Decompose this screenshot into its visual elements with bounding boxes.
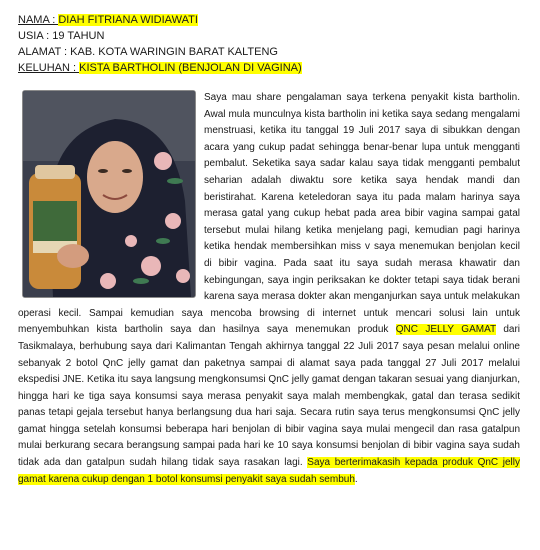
name-label: NAMA : xyxy=(18,14,59,26)
name-row xyxy=(18,12,302,28)
address-row: ALAMAT : KAB. KOTA WARINGIN BARAT KALTENG xyxy=(18,46,278,58)
closing-period: . xyxy=(354,473,358,485)
complaint-row xyxy=(18,60,302,76)
story-part-1: Saya mau share pengalaman saya terkena penyakit kista bartholin. Awal mula munculnya kista bartholin ini ketika saya sedang mengalami menstruasi, ketika itu tanggal 19 Juli 2017 saya di sibukkan dengan acara yang cukup padat sehingga benar-benar lupa untuk mengganti pembalut. Seketika saya sadar kalau saya tidak mengganti pembalut seharian adalah diwaktu sore ketika saya hendak mandi dan beristirahat. Karena keteledoran saya itu pada malam harinya saya merasa gatal yang cukup hebat pada area bibir vagina sampai gatal tersebut mulai hilang ketika menjelang pagi, kemudian pagi harinya ketika hendak membersihkan miss v saya menemukan benjolan kecil di bibir vagina. Pada saat itu saya sudah merasa khawatir dan kebingungan, saya ingin periksakan ke dokter tetapi saya tidak berani karena saya merasa dokter akan menganjurkan saya untuk melakukan operasi kecil. Sampai kemudian saya mencoba browsing di internet untuk mencari solusi lain untuk menyembuhkan kista bartholin saya dan hasilnya saya menemukan produk xyxy=(18,92,520,336)
complaint-label: KELUHAN : xyxy=(18,62,80,74)
product-highlight: QNC JELLY GAMAT xyxy=(395,324,496,336)
profile-block xyxy=(18,12,302,76)
photo-spacer xyxy=(18,90,204,299)
testimonial-story xyxy=(18,90,520,488)
age-row: USIA : 19 TAHUN xyxy=(18,30,105,42)
name-value: DIAH FITRIANA WIDIAWATI xyxy=(58,14,198,26)
closing-highlight: Saya berterimakasih kepada produk QnC jelly gamat karena cukup dengan 1 botol konsumsi penyakit saya sudah sembuh xyxy=(18,457,521,485)
complaint-value: KISTA BARTHOLIN (BENJOLAN DI VAGINA) xyxy=(79,62,302,74)
story-part-2: dari Tasikmalaya, berhubung saya dari Kalimantan Tengah akhirnya tanggal 22 Juli 2017 saya pesan melalui online sebanyak 2 botol QnC jelly gamat dan paketnya sampai di alamat saya pada tanggal 27 Juli 2017 melalui ekspedisi JNE. Ketika itu saya langsung mengkonsumsi QnC jelly gamat dengan takaran sesuai yang dianjurkan, hingga hari ke tiga saya konsumsi saya merasa penyakit saya malah membengkak, gatal dan terasa sedikit panas tetapi gejala tersebut hanya berlangsung dua hari saja. Secara rutin saya terus mengkonsumsi QnC jelly gamat hingga setelah konsumsi beberapa hari benjolan di bibir vagina saya mulai mengecil dan rasa gatalpun mulai berkurang secara berangsung sampai pada hari ke 10 saya konsumsi benjolan di bibir vagina saya sudah tidak ada dan gatalpun sudah hilang tidak saya rasakan lagi. xyxy=(18,324,520,469)
